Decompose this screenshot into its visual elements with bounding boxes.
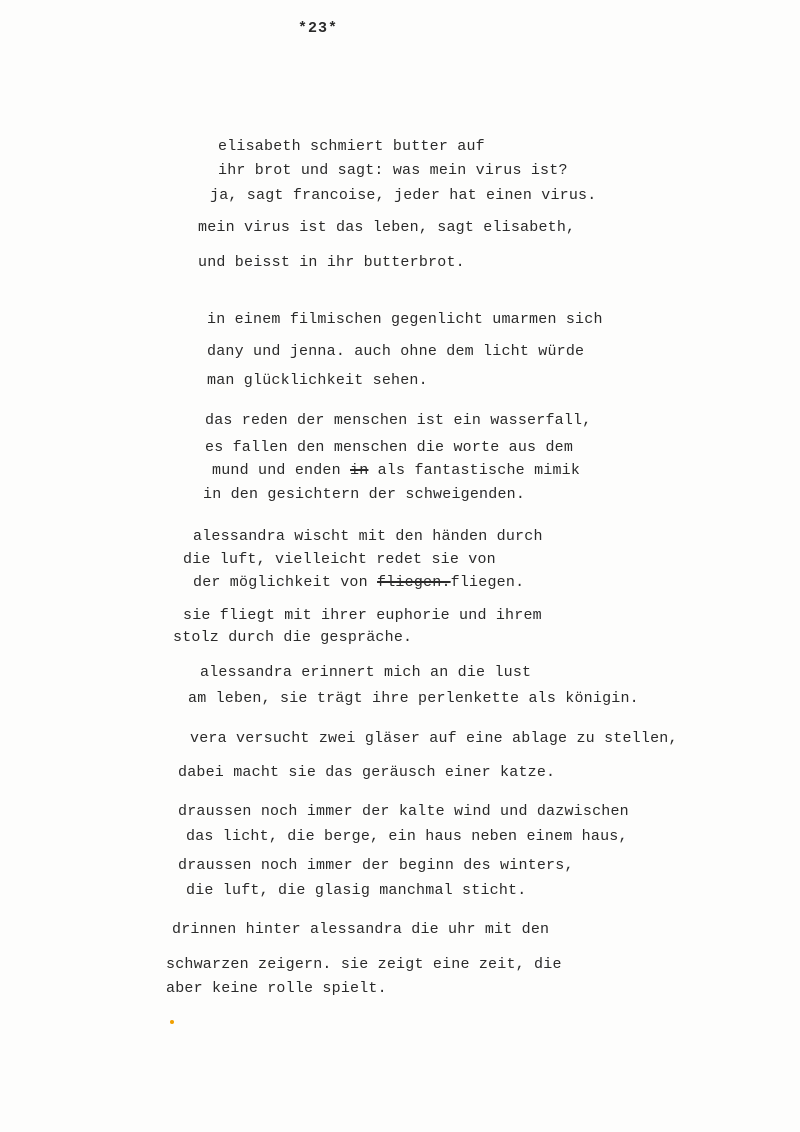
poem-line: sie fliegt mit ihrer euphorie und ihrem [183,607,542,624]
struck-out-word: fliegen. [377,574,451,591]
line-text: der möglichkeit von [193,574,378,591]
poem-line: in den gesichtern der schweigenden. [203,486,526,503]
poem-line: draussen noch immer der beginn des winters, [178,857,574,874]
poem-line: draussen noch immer der kalte wind und dazwischen [178,803,629,820]
poem-line: drinnen hinter alessandra die uhr mit den [172,921,550,938]
struck-out-word: in [350,462,369,479]
poem-line: dany und jenna. auch ohne dem licht würde [207,343,585,360]
poem-line: man glücklichkeit sehen. [207,372,428,389]
poem-line: das reden der menschen ist ein wasserfall, [205,412,592,429]
poem-line: elisabeth schmiert butter auf [218,138,485,155]
poem-line: vera versucht zwei gläser auf eine ablage zu stellen, [190,730,678,747]
poem-line: es fallen den menschen die worte aus dem [205,439,574,456]
page-number: *23* [298,20,339,37]
poem-line: und beisst in ihr butterbrot. [198,254,465,271]
poem-line: stolz durch die gespräche. [173,629,413,646]
poem-line: schwarzen zeigern. sie zeigt eine zeit, die [166,956,562,973]
poem-line-with-correction [193,574,524,592]
poem-line: das licht, die berge, ein haus neben einem haus, [186,828,628,845]
line-text: als fantastische mimik [368,462,581,479]
poem-line: dabei macht sie das geräusch einer katze. [178,764,556,781]
poem-line-with-correction [212,462,580,480]
line-text: mund und enden [212,462,351,479]
poem-line: ja, sagt francoise, jeder hat einen virus. [210,187,597,204]
poem-line: alessandra wischt mit den händen durch [193,528,543,545]
line-text: fliegen. [450,574,525,591]
ink-spot [170,1020,174,1024]
poem-line: aber keine rolle spielt. [166,980,387,997]
poem-line: die luft, vielleicht redet sie von [183,551,496,568]
poem-line: am leben, sie trägt ihre perlenkette als königin. [188,690,639,707]
poem-line: mein virus ist das leben, sagt elisabeth, [198,219,576,236]
poem-line: die luft, die glasig manchmal sticht. [186,882,527,899]
poem-line: in einem filmischen gegenlicht umarmen sich [207,311,603,328]
poem-line: alessandra erinnert mich an die lust [200,664,532,681]
poem-line: ihr brot und sagt: was mein virus ist? [218,162,568,179]
